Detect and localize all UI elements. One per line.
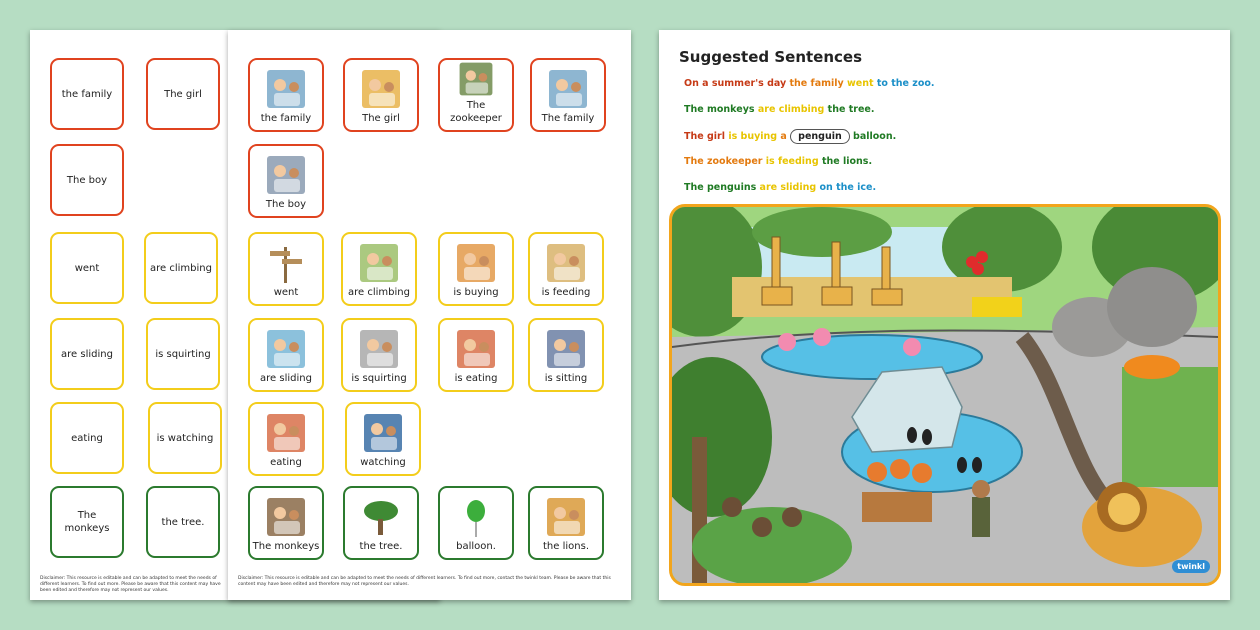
suggested-sentence: [684, 156, 872, 167]
word-card-label: is watching: [156, 432, 214, 444]
picture-word-card: [343, 58, 419, 132]
word-card-label: went: [74, 262, 100, 274]
girl-icon: [359, 67, 403, 111]
picture-word-card-label: are sliding: [260, 373, 312, 384]
monkeys-icon: [264, 495, 308, 539]
front-worksheet: [228, 30, 631, 600]
sentence-fragment: are climbing: [757, 104, 828, 115]
picture-word-card-label: eating: [270, 457, 302, 468]
sentence-fragment: The monkeys: [684, 104, 758, 115]
sentence-fragment: the family: [789, 78, 848, 89]
picture-word-card-label: watching: [360, 457, 406, 468]
lions-icon: [544, 495, 588, 539]
watching-icon: [361, 411, 405, 455]
zookeeper-icon: [454, 60, 498, 98]
sentence-fragment: the tree.: [827, 104, 875, 115]
picture-word-card: [438, 58, 514, 132]
picture-word-card: [438, 486, 514, 560]
chair-icon: [544, 327, 588, 371]
picture-word-card: [438, 232, 514, 306]
picture-word-card: [248, 232, 324, 306]
picture-word-card-label: the lions.: [543, 541, 589, 552]
word-card-label: is squirting: [155, 348, 211, 360]
picture-word-card-label: is sitting: [544, 373, 588, 384]
family-icon: [546, 67, 590, 111]
sentence-fragment: balloon.: [849, 131, 897, 142]
word-card-label: the family: [61, 88, 113, 100]
picture-word-card-label: The boy: [265, 199, 307, 210]
picture-word-card: [528, 318, 604, 392]
suggested-sentences-title: Suggested Sentences: [679, 48, 863, 66]
picture-word-card-label: the tree.: [359, 541, 403, 552]
sentence-fragment: on the ice.: [819, 182, 877, 193]
picture-word-card-label: is feeding: [541, 287, 591, 298]
word-card: [50, 144, 124, 216]
word-bubble: penguin: [790, 129, 850, 144]
word-card-label: The boy: [66, 174, 108, 186]
word-card: [146, 58, 220, 130]
feeding-icon: [544, 241, 588, 285]
suggested-sentence: [684, 129, 896, 144]
picture-word-card: [248, 402, 324, 476]
sentence-fragment: the lions.: [821, 156, 873, 167]
picture-word-card: [343, 486, 419, 560]
balloon-icon: [454, 495, 498, 539]
back-disclaimer: Disclaimer: This resource is editable and can be adapted to meet the needs of different learners. To find out more. Please be aware that this content may have been edited and therefore may not represent our values.: [40, 576, 221, 593]
sentence-fragment: The girl: [684, 131, 729, 142]
signpost-icon: [264, 241, 308, 285]
picture-word-card-label: The monkeys: [252, 541, 320, 552]
picture-word-card-label: The girl: [362, 113, 400, 124]
picture-word-card: [248, 144, 324, 218]
picture-word-card-label: is eating: [454, 373, 498, 384]
picture-word-card-label: The family: [541, 113, 595, 124]
zoo-scene-graphic: [672, 207, 1218, 583]
word-card: [50, 318, 124, 390]
word-card: [50, 58, 124, 130]
sentence-fragment: went: [847, 78, 877, 89]
word-card-label: The girl: [164, 88, 202, 100]
picture-word-card-label: went: [273, 287, 299, 298]
elephant-icon: [357, 327, 401, 371]
sentence-fragment: is feeding: [765, 156, 822, 167]
twinkl-logo: twinkl: [1172, 560, 1210, 573]
family-icon: [264, 67, 308, 111]
picture-word-card-label: the family: [260, 113, 312, 124]
picture-word-card-label: balloon.: [456, 541, 496, 552]
sentence-fragment: On a summer's day: [684, 78, 790, 89]
sentence-fragment: The zookeeper: [684, 156, 766, 167]
word-card: [146, 486, 220, 558]
front-disclaimer: Disclaimer: This resource is editable and can be adapted to meet the needs of different learners. To find out more, contact the twinkl team. Please be aware that this content may have been edited and therefore may not represent our values.: [238, 576, 611, 587]
picture-word-card-label: are climbing: [348, 287, 410, 298]
word-card-label: eating: [71, 432, 103, 444]
picture-word-card: [248, 486, 324, 560]
suggested-sentences-sheet: [659, 30, 1230, 600]
picture-word-card-label: is buying: [453, 287, 499, 298]
picture-word-card: [248, 58, 324, 132]
word-card: [144, 232, 218, 304]
sentence-fragment: to the zoo.: [876, 78, 935, 89]
picture-word-card-label: is squirting: [351, 373, 407, 384]
picture-word-card: [345, 402, 421, 476]
word-card: [50, 402, 124, 474]
zoo-scene-illustration: [669, 204, 1221, 586]
slide-icon: [264, 327, 308, 371]
sentence-fragment: are sliding: [759, 182, 820, 193]
suggested-sentence: [684, 104, 874, 115]
picture-word-card: [341, 232, 417, 306]
picture-word-card: [438, 318, 514, 392]
climbing-frame-icon: [357, 241, 401, 285]
shop-icon: [454, 241, 498, 285]
tree-icon: [359, 495, 403, 539]
word-card-label: the tree.: [161, 516, 205, 528]
sentence-fragment: a: [780, 131, 791, 142]
picture-word-card: [530, 58, 606, 132]
picture-word-card: [528, 232, 604, 306]
word-card-label: are climbing: [150, 262, 212, 274]
suggested-sentence: [684, 182, 876, 193]
sentence-fragment: is buying: [728, 131, 781, 142]
word-card-label: are sliding: [61, 348, 113, 360]
sentence-fragment: The penguins: [684, 182, 760, 193]
picture-word-card-label: The zookeeper: [450, 100, 502, 124]
word-card: [148, 402, 222, 474]
eating-icon: [454, 327, 498, 371]
picture-word-card: [341, 318, 417, 392]
word-card: [146, 318, 220, 390]
suggested-sentence: [684, 78, 934, 89]
eating-icon: [264, 411, 308, 455]
picture-word-card: [528, 486, 604, 560]
word-card-label: The monkeys: [64, 510, 110, 534]
word-card: [50, 232, 124, 304]
boy-icon: [264, 153, 308, 197]
picture-word-card: [248, 318, 324, 392]
word-card: [50, 486, 124, 558]
